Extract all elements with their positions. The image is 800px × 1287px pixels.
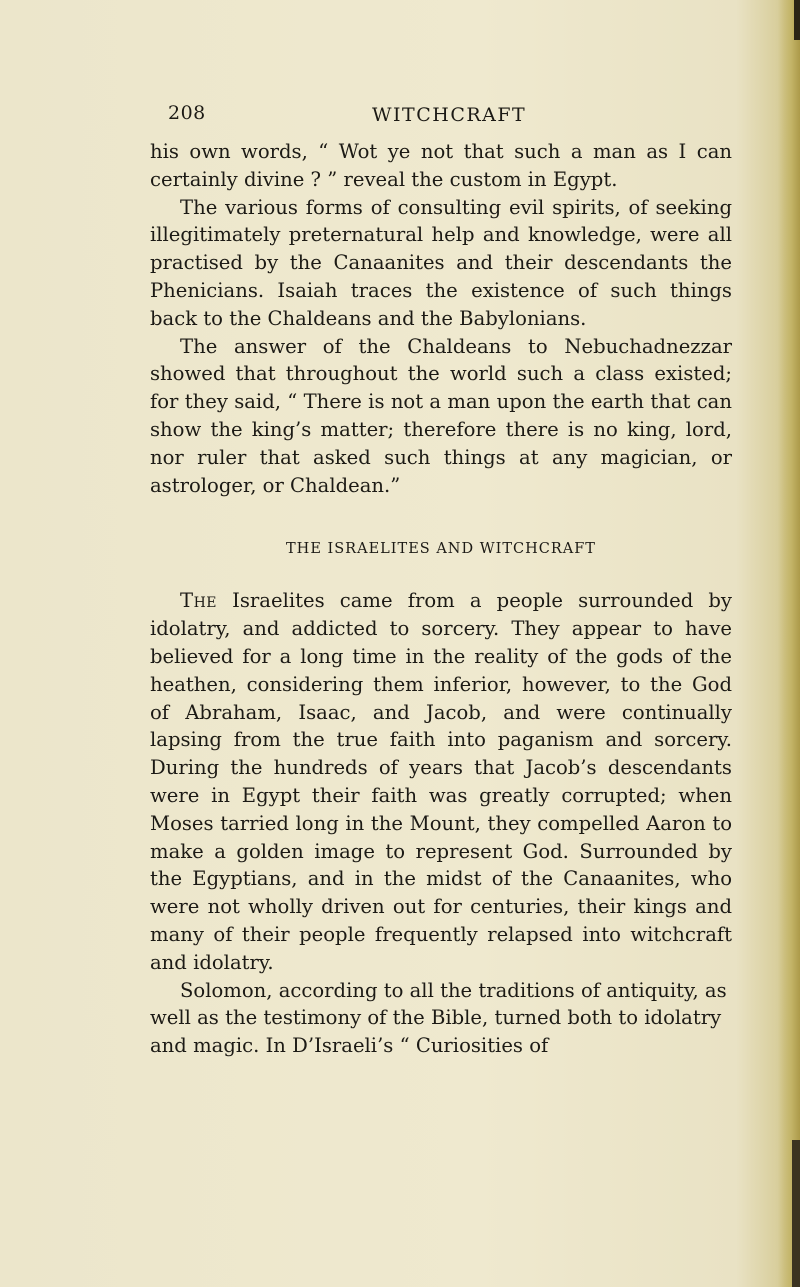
paragraph-solomon: Solomon, according to all the traditions of antiquity, as well as the testimony of the Bible, turned both to idolatry and magic. In D’Israeli’s “ Curiosities of: [150, 978, 727, 1058]
section-heading: THE ISRAELITES AND WITCHCRAFT: [286, 541, 596, 558]
page-edge-dark-top: [794, 0, 800, 40]
paragraph-continuation: his own words, “ Wot ye not that such a man as I can certainly divine ? ” reveal the custom in Egypt.: [150, 140, 732, 191]
paragraph-chaldeans-answer: The answer of the Chaldeans to Nebuchadnezzar showed that throughout the world such a class existed; for they said, “ There is not a man upon the earth that can show the king’s matter; therefore there is no king, lord, nor ruler that asked such things at any magician, or astrologer, or Chaldean.”: [150, 334, 732, 497]
running-head: [0, 102, 800, 132]
paragraph-consulting-spirits: The various forms of consulting evil spirits, of seeking illegitimately preternatural help and knowledge, were all practised by the Canaanites and their descendants the Phenicians. Isaiah traces the existence of such things back to the Chaldeans and the Babylonians.: [150, 195, 732, 330]
running-title: WITCHCRAFT: [372, 104, 527, 126]
paragraph-israelites: [150, 587, 732, 976]
page-number: 208: [168, 102, 206, 124]
section-lead-word: The: [180, 589, 217, 613]
page-edge-shadow: [778, 0, 800, 1287]
page-edge-dark-bottom: [792, 1140, 800, 1287]
paragraph-israelites-text: Israelites came from a people surrounded by idolatry, and addicted to sorcery. They appear to have believed for a long time in the reality of the gods of the heathen, considering them inferior, however, to the God of Abraham, Isaac, and Jacob, and were continually lapsing from the true faith into paganism and sorcery. During the hundreds of years that Jacob’s descendants were in Egypt their faith was greatly corrupted; when Moses tarried long in the Mount, they compelled Aaron to make a golden image to represent God. Surrounded by the Egyptians, and in the midst of the Canaanites, who were not wholly driven out for centuries, their kings and many of their people frequently relapsed into witchcraft and idolatry.: [150, 589, 732, 974]
text-block: [150, 138, 732, 1060]
